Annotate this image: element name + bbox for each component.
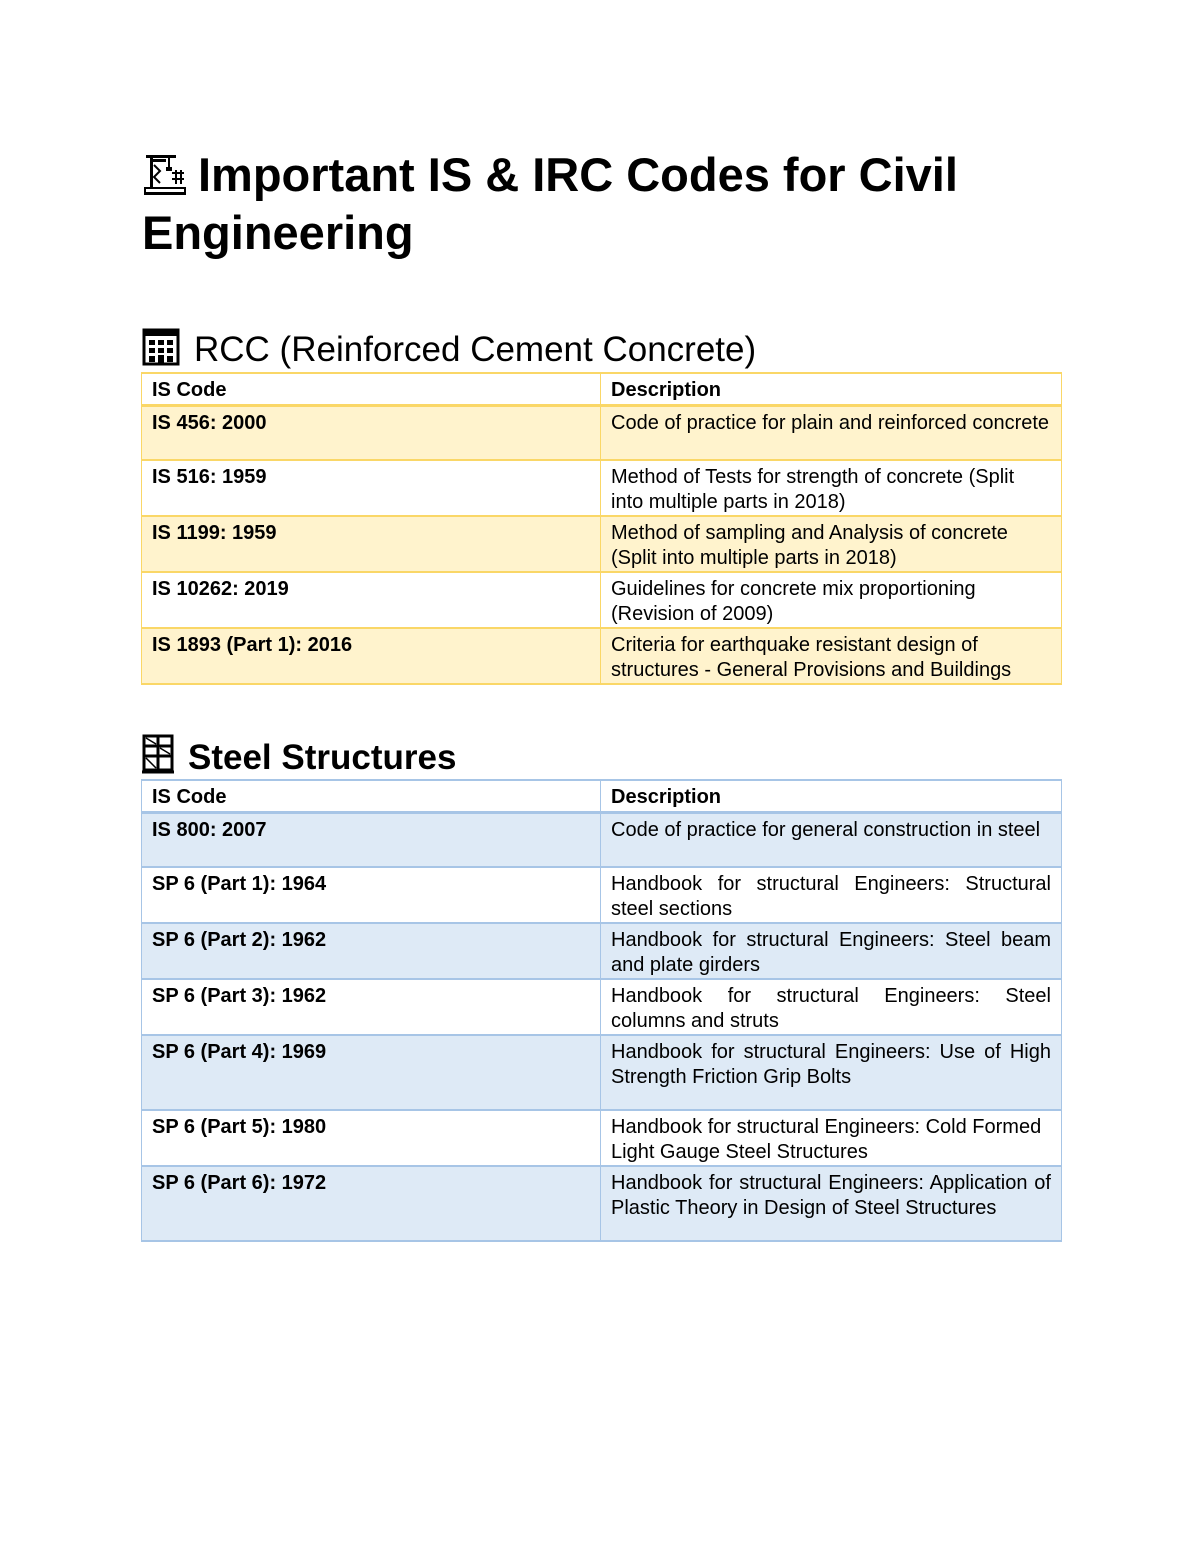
table-row [142,979,1062,1035]
is-code-cell: SP 6 (Part 1): 1964 [142,867,601,923]
table-row [142,1110,1062,1166]
description-cell: Code of practice for general construction in steel [601,812,1062,867]
column-header-is-code: IS Code [142,780,601,812]
rcc-heading-text: RCC (Reinforced Cement Concrete) [194,330,757,369]
is-code-cell: SP 6 (Part 3): 1962 [142,979,601,1035]
is-code-cell: IS 456: 2000 [142,405,601,460]
construction-crane-icon [142,151,188,197]
description-cell: Handbook for structural Engineers: Cold Formed Light Gauge Steel Structures [601,1110,1062,1166]
column-header-description: Description [601,780,1062,812]
steel-codes-table [141,779,1062,1242]
table-header-row [142,780,1062,812]
page-title [142,146,1062,262]
table-row [142,812,1062,867]
column-header-is-code: IS Code [142,373,601,405]
rcc-section-heading [142,328,756,370]
is-code-cell: SP 6 (Part 6): 1972 [142,1166,601,1241]
is-code-cell: IS 800: 2007 [142,812,601,867]
table-row [142,572,1062,628]
description-cell: Handbook for structural Engineers: Structural steel sections [601,867,1062,923]
is-code-cell: SP 6 (Part 4): 1969 [142,1035,601,1110]
is-code-cell: IS 10262: 2019 [142,572,601,628]
is-code-cell: SP 6 (Part 5): 1980 [142,1110,601,1166]
description-cell: Handbook for structural Engineers: Application of Plastic Theory in Design of Steel Structures [601,1166,1062,1241]
description-cell: Guidelines for concrete mix proportioning (Revision of 2009) [601,572,1062,628]
table-row [142,1166,1062,1241]
steel-section-heading [142,734,456,778]
page-title-text: Important IS & IRC Codes for Civil Engineering [142,148,958,259]
table-row [142,1035,1062,1110]
table-row [142,628,1062,684]
column-header-description: Description [601,373,1062,405]
rcc-codes-table [141,372,1062,685]
table-row [142,867,1062,923]
description-cell: Handbook for structural Engineers: Steel columns and struts [601,979,1062,1035]
table-row [142,923,1062,979]
description-cell: Handbook for structural Engineers: Steel beam and plate girders [601,923,1062,979]
steel-heading-text: Steel Structures [188,738,457,777]
is-code-cell: IS 1199: 1959 [142,516,601,572]
is-code-cell: IS 516: 1959 [142,460,601,516]
is-code-cell: SP 6 (Part 2): 1962 [142,923,601,979]
steel-frame-icon [142,734,174,774]
table-row [142,405,1062,460]
description-line: Handbook for structural Engineers: Use of High [611,1041,1051,1063]
description-cell: Method of sampling and Analysis of concrete (Split into multiple parts in 2018) [601,516,1062,572]
description-cell [601,1035,1062,1110]
table-header-row [142,373,1062,405]
building-icon [142,328,180,366]
description-cell: Method of Tests for strength of concrete (Split into multiple parts in 2018) [601,460,1062,516]
table-row [142,516,1062,572]
description-cell: Code of practice for plain and reinforced concrete [601,405,1062,460]
table-row [142,460,1062,516]
description-cell: Criteria for earthquake resistant design of structures - General Provisions and Buildings [601,628,1062,684]
description-line: Strength Friction Grip Bolts [611,1065,852,1088]
is-code-cell: IS 1893 (Part 1): 2016 [142,628,601,684]
